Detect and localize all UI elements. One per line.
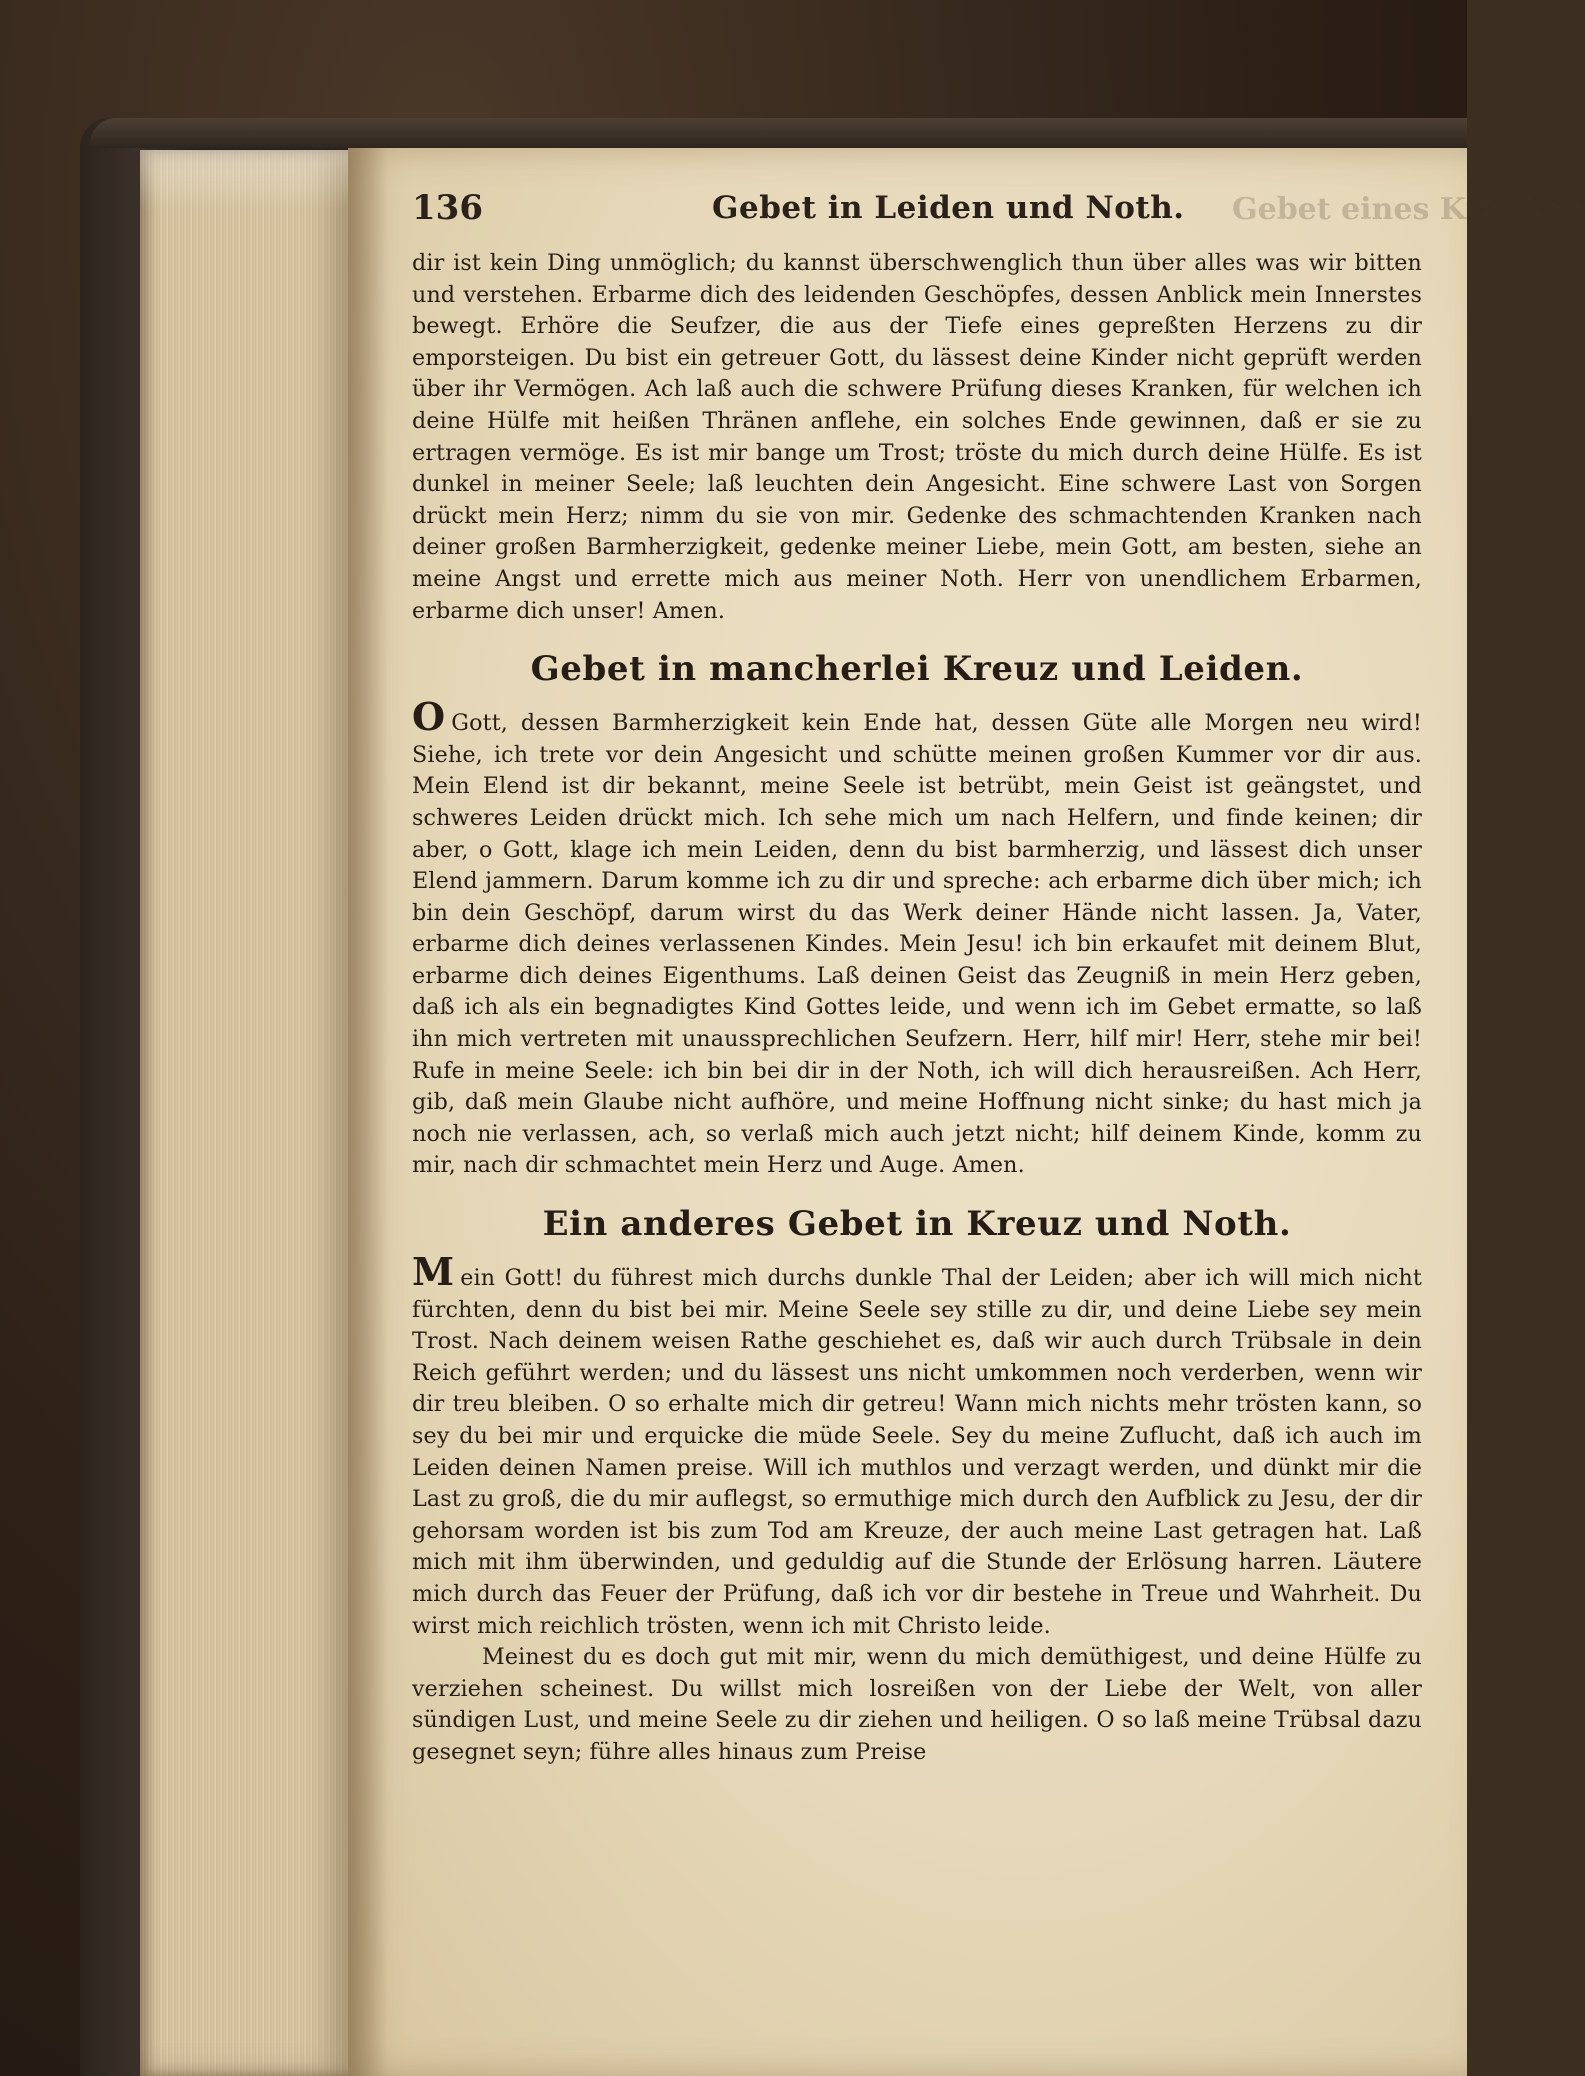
gutter-shadow <box>348 148 388 2076</box>
section-1-text: Gott, dessen Barmherzigkeit kein Ende hat, dessen Güte alle Morgen neu wird! Siehe, ich trete vor dein Angesicht und schütte meinen großen Kummer vor dir aus. Mein Elend ist dir bekannt, meine Seele ist betrübt, mein Geist ist geängstet, und schweres Leiden drückt mich. Ich sehe mich um nach Helfern, und finde keinen; dir aber, o Gott, klage ich mein Leiden, denn du bist barmherzig, und lässest dich unser Elend jammern. Darum komme ich zu dir und spreche: ach erbarme dich über mich; ich bin dein Geschöpf, darum wirst du das Werk deiner Hände nicht lassen. Ja, Vater, erbarme dich deines verlassenen Kindes. Mein Jesu! ich bin erkaufet mit deinem Blut, erbarme dich deines Eigenthums. Laß deinen Geist das Zeugniß in mein Herz geben, daß ich als ein begnadigtes Kind Gottes leide, und wenn ich im Gebet ermatte, so laß ihn mich vertreten mit unaussprechlichen Seufzern. Herr, hilf mir! Herr, stehe mir bei! Rufe in meine Seele: ich bin bei dir in der Noth, ich will dich herausreißen. Ach Herr, gib, daß mein Glaube nicht aufhöre, und meine Hoffnung nicht sinke; du hast mich ja noch nie verlassen, ach, so verlaß mich auch jetzt nicht; hilf deinem Kinde, komm zu mir, nach dir schmachtet mein Herz und Auge. Amen. <box>412 710 1422 1179</box>
dropcap-2: M <box>412 1249 455 1295</box>
bleed-through-text: Gebet eines Kranken <box>1232 192 1585 227</box>
section-2-text: ein Gott! du führest mich durchs dunkle Thal der Leiden; aber ich will mich nicht fürchten, denn du bist bei mir. Meine Seele sey stille zu dir, und deine Liebe sey mein Trost. Nach deinem weisen Rathe geschiehet es, daß wir auch durch Trübsale in dein Reich geführt werden; und du lässest uns nicht umkommen noch verderben, wenn wir dir treu bleiben. O so erhalte mich dir getreu! Wann mich nichts mehr trösten kann, so sey du bei mir und erquicke die müde Seele. Sey du meine Zuflucht, daß ich auch im Leiden deinen Namen preise. Will ich muthlos und verzagt werden, und dünkt mir die Last zu groß, die du mir auflegst, so ermuthige mich durch den Aufblick zu Jesu, der dir gehorsam worden ist bis zum Tod am Kreuze, der auch meine Last getragen hat. Laß mich mit ihm überwinden, und geduldig auf die Stunde der Erlösung harren. Läutere mich durch das Feuer der Prüfung, daß ich vor dir bestehe in Treue und Wahrheit. Du wirst mich reichlich trösten, wenn ich mit Christo leide. <box>412 1265 1422 1639</box>
running-title: Gebet in Leiden und Noth. <box>712 190 1185 226</box>
intro-paragraph: dir ist kein Ding unmöglich; du kannst überschwenglich thun über alles was wir bitten und verstehen. Erbarme dich des leidenden Geschöpfes, dessen Anblick mein Innerstes bewegt. Erhöre die Seufzer, die aus der Tiefe eines gepreßten Herzens zu dir emporsteigen. Du bist ein getreuer Gott, du lässest deine Kinder nicht geprüft werden über ihr Vermögen. Ach laß auch die schwere Prüfung dieses Kranken, für welchen ich deine Hülfe mit heißen Thränen anflehe, ein solches Ende gewinnen, daß er sie zu ertragen vermöge. Es ist mir bange um Trost; tröste du mich durch deine Hülfe. Es ist dunkel in meiner Seele; laß leuchten dein Angesicht. Eine schwere Last von Sorgen drückt mein Herz; nimm du sie von mir. Gedenke des schmachtenden Kranken nach deiner großen Barmherzigkeit, gedenke meiner Liebe, mein Gott, am besten, siehe an meine Angst und errette mich aus meiner Noth. Herr von unendlichem Erbarmen, erbarme dich unser! Amen. <box>412 250 1422 624</box>
page-stack-wear <box>140 150 350 210</box>
dropcap-1: O <box>412 694 446 740</box>
section-heading-1: Gebet in mancherlei Kreuz und Leiden. <box>530 649 1304 690</box>
section-2-paragraph-2: Meinest du es doch gut mit mir, wenn du mich demüthigest, und deine Hülfe zu verziehen scheinest. Du willst mich losreißen von der Liebe der Welt, von aller sündigen Lust, und meine Seele zu dir ziehen und heiligen. O so laß meine Trübsal dazu gesegnet seyn; führe alles hinaus zum Preise <box>412 1644 1422 1765</box>
cover-edge <box>90 118 1467 148</box>
page-stack-edge <box>140 150 350 2076</box>
section-heading-2: Ein anderes Gebet in Kreuz und Noth. <box>542 1204 1292 1245</box>
section-1-paragraph <box>412 694 1422 1182</box>
section-2-paragraph <box>412 1249 1422 1642</box>
page-content <box>412 248 1422 1769</box>
page-header <box>412 188 1585 236</box>
page-number: 136 <box>412 188 483 228</box>
